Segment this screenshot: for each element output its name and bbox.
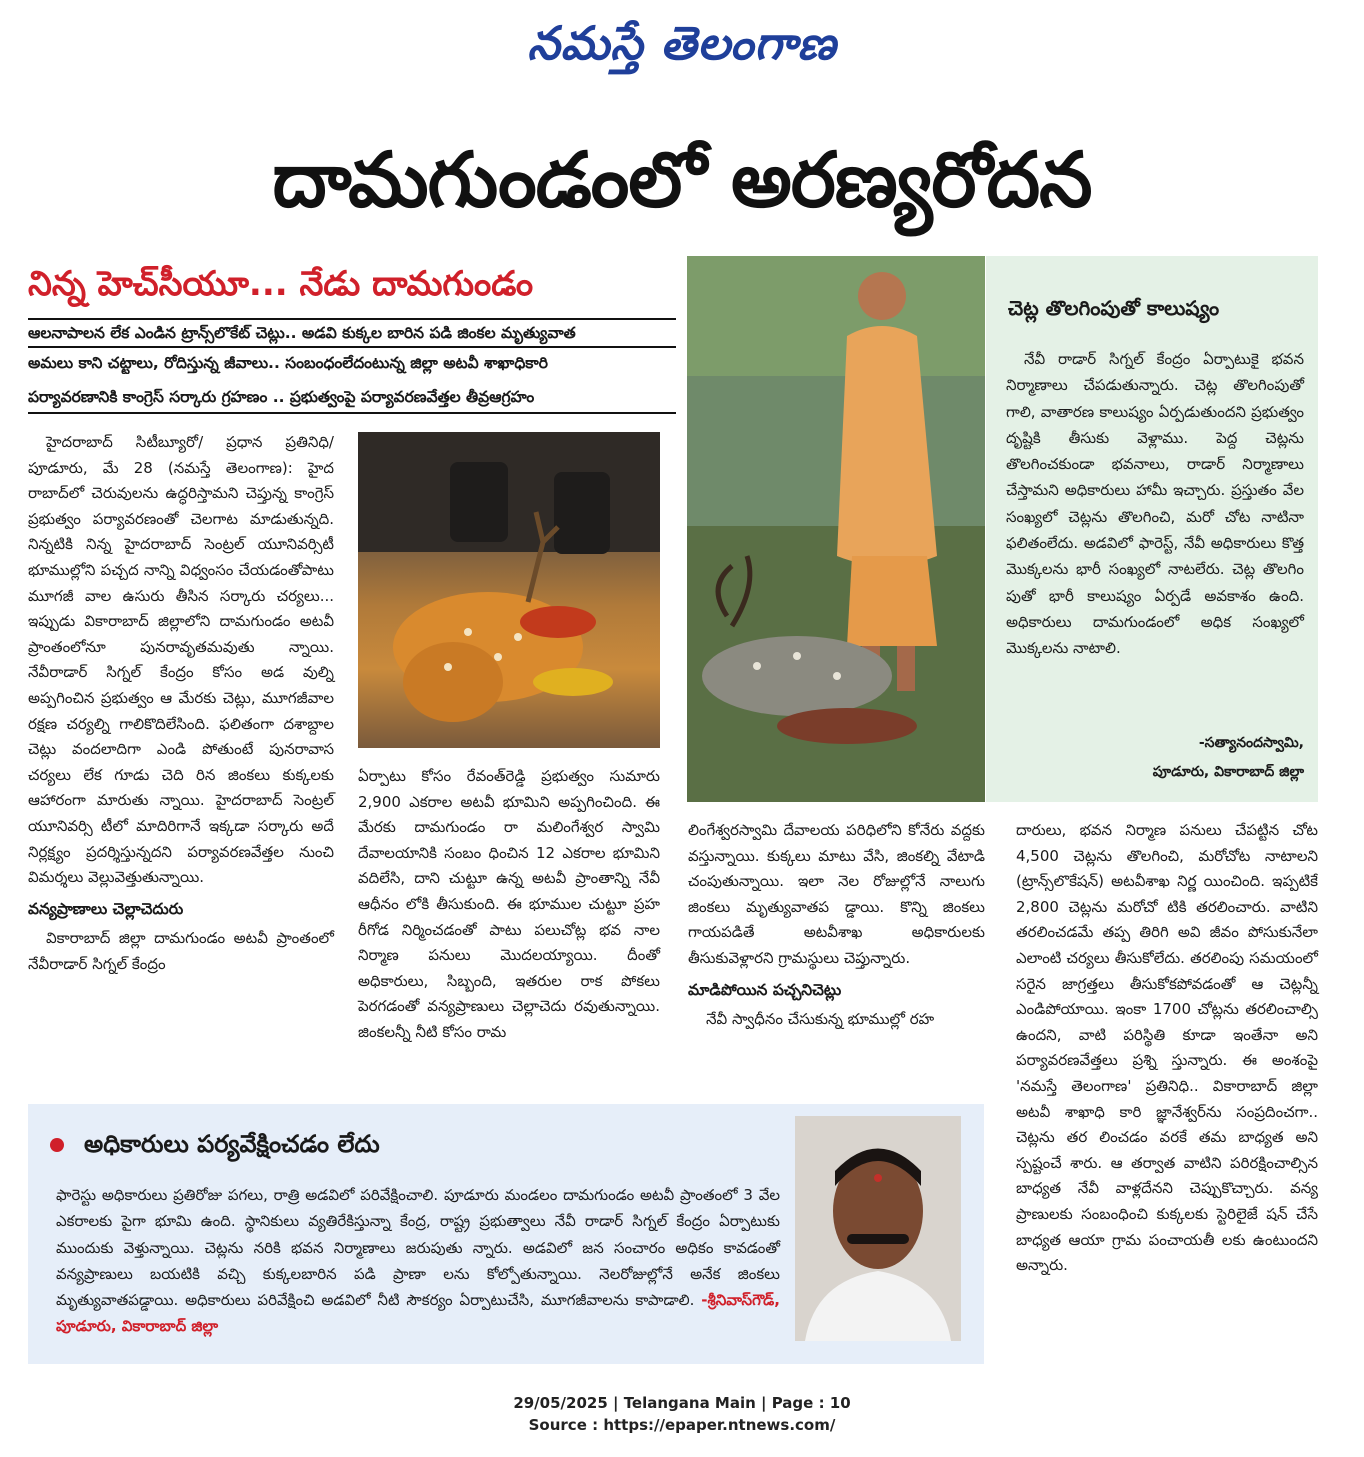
crosshead-wildlife: వన్యప్రాణాలు చెల్లాచెదురు bbox=[28, 899, 184, 918]
inset-signature-place: పూడూరు, వికారాబాద్ జిల్లా bbox=[1152, 764, 1304, 780]
footer-source-line: Source : https://epaper.ntnews.com/ bbox=[528, 1416, 836, 1434]
inset-body bbox=[1006, 346, 1304, 662]
box-title bbox=[50, 1122, 750, 1166]
deck-line-2: అమలు కాని చట్టాలు, రోదిస్తున్న జీవాలు.. సంబంధంలేదంటున్న జిల్లా అటవీ శాఖాధికారి bbox=[28, 354, 548, 372]
red-bullet-icon bbox=[50, 1138, 64, 1152]
priest-with-dead-deer-photo bbox=[687, 256, 985, 802]
box-body bbox=[56, 1182, 780, 1340]
deer-in-vehicle-photo bbox=[358, 432, 660, 748]
article-column-3 bbox=[688, 818, 985, 1033]
page-footer bbox=[0, 1392, 1364, 1436]
deer-photo-illustration bbox=[358, 432, 660, 748]
column-1-paragraph-2: వికారాబాద్ జిల్లా దామగుండం అటవీ ప్రాంతంలో నేవీరాడార్ సిగ్నల్ కేంద్రం bbox=[28, 929, 334, 973]
subheadline: నిన్న హెచ్‌సీయూ... నేడు దామగుండం bbox=[28, 264, 534, 304]
inset-title: చెట్ల తొలగింపుతో కాలుష్యం bbox=[1008, 296, 1220, 320]
portrait-photo bbox=[795, 1116, 961, 1341]
headline: దామగుండంలో అరణ్యరోదన bbox=[272, 135, 1092, 224]
crosshead-withered-trees: మాడిపోయిన పచ్చనిచెట్లు bbox=[688, 980, 842, 999]
column-1-paragraph: హైదరాబాద్ సిటీబ్యూరో/ ప్రధాన ప్రతినిధి/ పూడూరు, మే 28 (నమస్తే తెలంగాణ): హైద రాబాద్‌లో చెరువులను ఉద్ధరిస్తామని చెప్తున్న కాంగ్రెస్ ప్రభుత్వం పర్యావరణంతో చెలగాట మాడుతున్నది. నిన్నటికి నిన్న హైదరాబాద్ సెంట్రల్ యూనివర్సిటీ భూముల్లోని పచ్చద నాన్ని విధ్వంసం చేయడంతోపాటు మూగజీ వాల ఉసురు తీసిన సర్కారు చర్యలు... ఇప్పుడు వికారాబాద్ జిల్లాలోని దామగుండం అటవీ ప్రాంతంలోనూ పునరావృతమవుతు న్నాయి. నేవీరాడార్ సిగ్నల్ కేంద్రం కోసం అడ వుల్ని అప్పగించిన ప్రభుత్వం ఆ మేరకు చెట్లు, మూగజీవాల రక్షణ చర్యల్ని గాలికొదిలేసింది. ఫలితంగా దశాబ్దాల చెట్లు వందలాదిగా ఎండి పోతుంటే పునరావాస చర్యలు లేక గూడు చెది రిన జింకలు కుక్కలకు ఆహారంగా మారుతు న్నాయి. హైదరాబాద్ సెంట్రల్ యూనివర్సి టీలో మాదిరిగానే ఇక్కడా సర్కారు అదే నిర్లక్ష్యం ప్రదర్శిస్తున్నదని పర్యావరణవేత్తల నుంచి విమర్శలు వెల్లువెత్తుతున్నాయి. bbox=[28, 433, 334, 887]
article-column-4 bbox=[1016, 818, 1318, 1279]
inset-signature-name: -సత్యానందస్వామి, bbox=[1198, 735, 1304, 751]
inset-paragraph: నేవీ రాడార్ సిగ్నల్ కేంద్రం ఏర్పాటుకై భవన నిర్మాణాలు చేపడుతున్నారు. చెట్ల తొలగింపుతో గాలి, వాతారణ కాలుష్యం ఏర్పడుతుందని ప్రభుత్వం దృష్టికి తీసుకు వెళ్లాము. పెద్ద చెట్లను తొలగించకుండా భవనాలు, రాడార్ నిర్మాణాలు చేస్తామని అధికారులు హామీ ఇచ్చారు. ప్రస్తుతం వేల సంఖ్యలో చెట్లను తొలగించి, మరో చోట నాటినా ఫలితంలేదు. అడవిలో ఫారెస్ట్, నేవీ అధికారులు కొత్త మొక్కలను భారీ సంఖ్యలో నాటలేరు. చెట్ల తొలగిం పుతో భారీ కాలుష్యం ఏర్పడే అవకాశం ఉంది. అధికారులు దామగుండంలో అధిక సంఖ్యలో మొక్కలను నాటాలి. bbox=[1006, 350, 1304, 658]
column-2-paragraph: ఏర్పాటు కోసం రేవంత్‌రెడ్డి ప్రభుత్వం సుమారు 2,900 ఎకరాల అటవీ భూమిని అప్పగించింది. ఈ మేరకు దామగుండం రా మలింగేశ్వర స్వామి దేవాలయానికి సంబం ధించిన 12 ఎకరాల భూమిని వదిలేసి, దాని చుట్టూ ఉన్న అటవీ ప్రాంతాన్ని నేవీ ఆధీనం లోకి తీసుకుంది. ఈ భూముల చుట్టూ ప్రహ రీగోడ నిర్మించడంతో పాటు పలుచోట్ల భవ నాల నిర్మాణ పనులు మొదలయ్యాయి. దీంతో అధికారులు, సిబ్బంది, ఇతరుల రాక పోకలు పెరగడంతో వన్యప్రాణులు చెల్లాచెదు రవుతున్నాయి. జింకలన్నీ నీటి కోసం రామ bbox=[358, 767, 660, 1041]
article-column-2 bbox=[358, 764, 660, 1046]
footer-date-line: 29/05/2025 | Telangana Main | Page : 10 bbox=[513, 1394, 851, 1412]
priest-photo-illustration bbox=[687, 256, 985, 802]
deck-line-3: పర్యావరణానికి కాంగ్రెస్ సర్కారు గ్రహణం .. ప్రభుత్వంపై పర్యావరణవేత్తల తీవ్రఆగ్రహం bbox=[28, 386, 676, 414]
box-body-text: ఫారెస్టు అధికారులు ప్రతిరోజు పగలు, రాత్రి అడవిలో పరివేక్షించాలి. పూడూరు మండలం దామగుండం అటవీ ప్రాంతంలో 3 వేల ఎకరాలకు పైగా భూమి ఉంది. స్థానికులు వ్యతిరేకిస్తున్నా కేంద్ర, రాష్ట్ర ప్రభుత్వాలు నేవీ రాడార్ సిగ్నల్ కేంద్రం ఏర్పాటుకు ముందుకు వెళ్తున్నాయి. చెట్లను నరికి భవన నిర్మాణాలు జరుపుతు న్నారు. అడవిలో జన సంచారం అధికం కావడంతో వన్యప్రాణులు బయటికి వచ్చి కుక్కలబారిన పడి ప్రాణా లను కోల్పోతున్నాయి. నెలరోజుల్లోనే అనేక జింకలు మృత్యువాతపడ్డాయి. అధికారులు పరివేక్షించి అడవిలో నీటి సౌకర్యం ఏర్పాటుచేసి, మూగజీవాలను కాపాడాలి. bbox=[56, 1186, 780, 1310]
column-4-paragraph: దారులు, భవన నిర్మాణ పనులు చేపట్టిన చోట 4,500 చెట్లను తొలగించి, మరోచోట నాటాలని (ట్రాన్స్‌లొకేషన్) అటవీశాఖ నిర్ణ యించింది. ఇప్పటికే 2,800 చెట్లను మరోచో టికి తరలించారు. వాటిని తరలించడమే తప్ప తిరిగి అవి జీవం పోసుకునేలా ఎలాంటి చర్యలు తీసుకోలేదు. తరలింపు సమయంలో సరైన జాగ్రత్తలు తీసుకోకపోవడంతో ఆ చెట్లన్నీ ఎండిపోయాయి. ఇంకా 1700 చోట్లను తరలించాల్సి ఉందని, వాటి పరిస్థితి కూడా ఇంతేనా అని పర్యావరణవేత్తలు ప్రశ్ని స్తున్నారు. ఈ అంశంపై 'నమస్తే తెలంగాణ' ప్రతినిధి.. వికారాబాద్ జిల్లా అటవీ శాఖాధి కారి జ్ఞానేశ్వర్‌ను సంప్రదించగా.. చెట్లను తర లించడం వరకే తమ బాధ్యత అని స్పష్టంచే శారు. ఆ తర్వాత వాటిని పరిరక్షించాల్సిన బాధ్యత నేవీ వాళ్లదేనని చెప్పుకొచ్చారు. వన్య ప్రాణులకు సంబంధించి కుక్కలకు స్టెరిలైజే షన్ చేసే బాధ్యత ఆయా గ్రామ పంచాయతీ లకు ఉంటుందని అన్నారు. bbox=[1016, 821, 1318, 1275]
box-title-text: అధికారులు పర్యవేక్షించడం లేదు bbox=[84, 1130, 380, 1158]
deck-line-1: ఆలనాపాలన లేక ఎండిన ట్రాన్స్‌లొకేట్ చెట్లు.. అడవి కుక్కల బారిన పడి జింకల మృత్యువాత bbox=[28, 318, 676, 348]
portrait-illustration bbox=[795, 1116, 961, 1341]
article-column-1 bbox=[28, 430, 334, 977]
column-3-paragraph-2: నేవీ స్వాధీనం చేసుకున్న భూముల్లో రహ bbox=[706, 1010, 935, 1029]
box-signature: -శ్రీనివాస్‌గౌడ్, పూడూరు, వికారాబాద్ జిల్లా bbox=[56, 1291, 780, 1336]
masthead: నమస్తే తెలంగాణ bbox=[527, 16, 837, 70]
column-3-paragraph: లింగేశ్వరస్వామి దేవాలయ పరిధిలోని కోనేరు వద్దకు వస్తున్నాయి. కుక్కలు మాటు వేసి, జింకల్ని వేటాడి చంపుతున్నాయి. ఇలా నెల రోజుల్లోనే నాలుగు జింకలు మృత్యువాతప డ్డాయి. కొన్ని జింకలు గాయపడితే అటవీశాఖ అధికారులకు తీసుకువెళ్లారని గ్రామస్థులు చెప్తున్నారు. bbox=[688, 821, 985, 967]
